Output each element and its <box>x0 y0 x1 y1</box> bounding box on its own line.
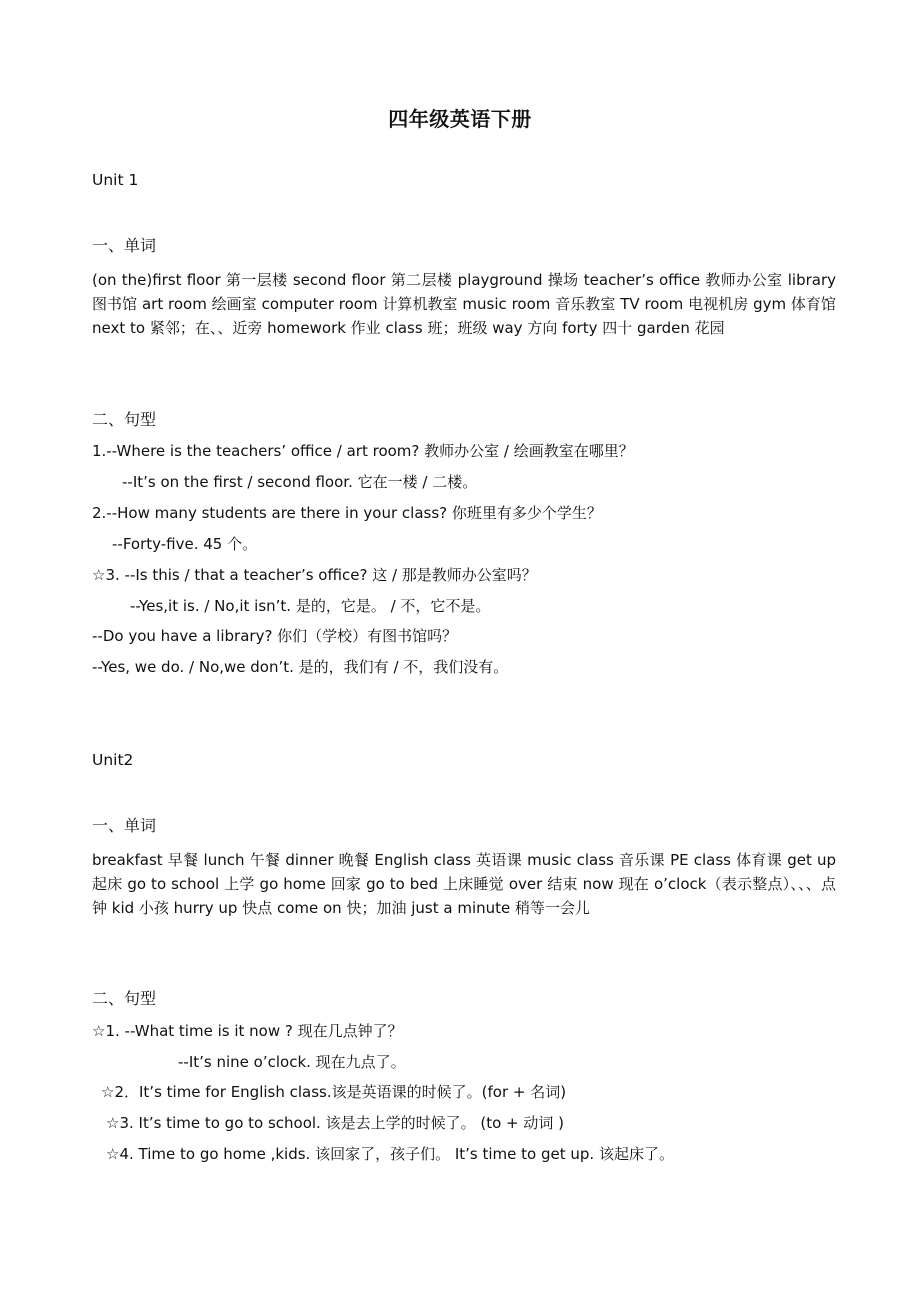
document-title: 四年级英语下册 <box>388 107 532 131</box>
unit1-sentence: --Yes, we do. / No,we don’t. 是的，我们有 / 不，我们没有。 <box>92 658 509 676</box>
unit1-sentence: 2.--How many students are there in your class? 你班里有多少个学生？ <box>92 504 602 522</box>
unit2-sentence-heading: 二、句型 <box>92 989 157 1008</box>
unit1-heading: Unit 1 <box>92 171 139 189</box>
unit2-vocab-text: breakfast 早餐 lunch 午餐 dinner 晚餐 English class 英语课 music class 音乐课 PE class 体育课 get up 起床 go to school 上学 go home 回家 go to bed 上床睡觉 over 结束 now 现在 o’clock（表示整点）、、、点钟 kid 小孩 hurry up 快点 come on 快；加油 just a minute 稍等一会儿 <box>92 851 836 917</box>
unit2-sentence: ☆1. --What time is it now ? 现在几点钟了？ <box>92 1022 403 1040</box>
unit1-sentence: --Do you have a library? 你们（学校）有图书馆吗？ <box>92 627 458 645</box>
unit1-sentence-heading: 二、句型 <box>92 410 157 429</box>
unit2-sentence: --It’s nine o’clock. 现在九点了。 <box>178 1053 406 1071</box>
unit2-sentence: ☆3. It’s time to go to school. 该是去上学的时候了。 (to + 动词 ) <box>106 1114 564 1132</box>
unit1-vocab-text: (on the)first floor 第一层楼 second floor 第二层楼 playground 操场 teacher’s office 教师办公室 library 图书馆 art room 绘画室 computer room 计算机教室 music room 音乐教室 TV room 电视机房 gym 体育馆 next to 紧邻；在、、近旁 homework 作业 class 班；班级 way 方向 forty 四十 garden 花园 <box>92 271 836 337</box>
unit1-sentence: --Yes,it is. / No,it isn’t. 是的，它是。 / 不，它不是。 <box>130 597 491 615</box>
unit1-sentence: ☆3. --Is this / that a teacher’s office? 这 / 那是教师办公室吗？ <box>92 566 537 584</box>
unit2-sentence: ☆2．It’s time for English class.该是英语课的时候了。(for + 名词) <box>101 1083 567 1101</box>
unit2-heading: Unit2 <box>92 751 134 769</box>
unit2-sentence: ☆4. Time to go home ,kids. 该回家了，孩子们。 It’s time to get up. 该起床了。 <box>106 1145 674 1163</box>
unit1-sentence: --Forty-five. 45 个。 <box>112 535 258 553</box>
unit1-sentence: 1.--Where is the teachers’ office / art room? 教师办公室 / 绘画教室在哪里？ <box>92 442 634 460</box>
unit1-sentence: --It’s on the first / second floor. 它在一楼 / 二楼。 <box>122 473 478 491</box>
unit2-vocab-heading: 一、单词 <box>92 816 157 835</box>
unit1-vocab-heading: 一、单词 <box>92 236 157 255</box>
